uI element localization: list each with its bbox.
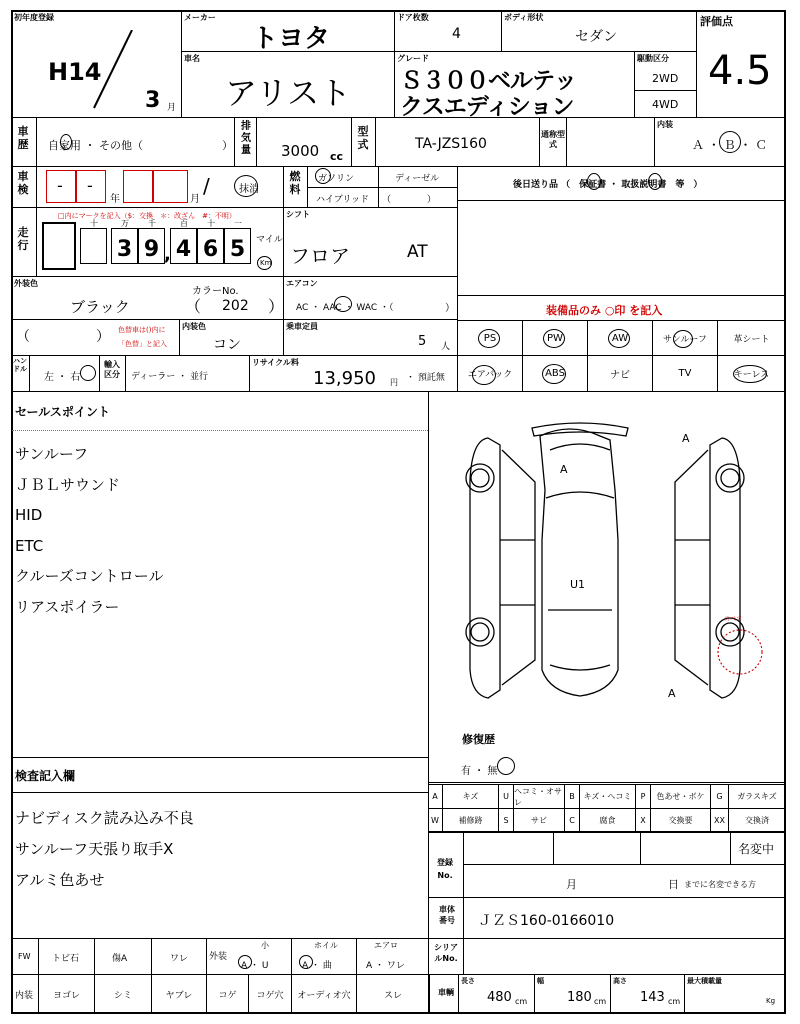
equip-pw-circle <box>543 329 565 348</box>
fw-div4 <box>291 938 292 975</box>
drive-label: 駆動区分 <box>637 54 669 63</box>
interior-grade-circle <box>719 131 741 153</box>
fw-label: FW <box>18 952 31 961</box>
car-name-label: 車名 <box>184 54 200 63</box>
code-description: ガラスキズ <box>729 784 786 809</box>
mileage-unit-label: 十 <box>207 219 215 228</box>
wheel-label: ホイル <box>314 941 338 950</box>
model-value: TA-JZS160 <box>415 136 487 152</box>
color-no-open: （ <box>185 297 202 316</box>
ac-options: AC ・ AAC ・ WAC ・（ <box>296 303 394 313</box>
displacement-value: 3000 <box>281 142 320 160</box>
load-label: 最大積載量 <box>687 977 722 985</box>
sales-point-item: HID <box>15 506 43 524</box>
grade-label: グレード <box>397 54 429 63</box>
inspection-slash: / <box>203 174 210 198</box>
history-divider <box>36 117 37 167</box>
fw-item-stone: トビ石 <box>52 954 80 964</box>
mileage-digit-box <box>111 228 138 264</box>
serial-label: シリアルNo. <box>434 943 458 963</box>
diagram-mark-rear: A <box>668 687 676 700</box>
small-opts: A ・ U <box>241 961 269 971</box>
int-condition-label: スレ <box>383 990 402 1001</box>
equip-navi: ナビ <box>587 355 653 392</box>
diagram-mark-roof: U1 <box>570 578 586 591</box>
import-divider <box>125 355 126 392</box>
code-description: 交換済 <box>729 808 786 833</box>
equip-abs: ABS <box>522 355 588 392</box>
length-value: 480 <box>487 990 512 1005</box>
mileage-unit-label: 万 <box>121 219 129 228</box>
mileage-km-circle <box>257 256 272 270</box>
int-condition-label: コゲ <box>218 990 237 1001</box>
mileage-mile: マイル <box>256 235 283 245</box>
sales-point-item: ETC <box>15 536 44 555</box>
model-divider <box>375 117 376 167</box>
aero-opts: A ・ ワレ <box>366 961 405 971</box>
chassis-divider <box>463 897 464 939</box>
wheel-opts: A ・ 曲 <box>302 961 332 971</box>
registration-month: 3 <box>145 88 161 113</box>
later-items-manual-circle <box>648 173 662 190</box>
aero-label: エアロ <box>374 941 398 950</box>
import-label: 輸入区分 <box>104 360 120 379</box>
fw-div2 <box>151 938 152 975</box>
mileage-digit: 4 <box>175 237 192 262</box>
mileage-km: Km <box>260 259 272 267</box>
code-description: 補修跡 <box>443 808 499 833</box>
common-model-divider <box>566 117 567 167</box>
repair-value: 有 ・ 無 <box>461 766 498 777</box>
era-year: H14 <box>48 58 102 86</box>
fw-item-crack: ワレ <box>170 954 189 964</box>
int-condition-cell <box>206 974 249 1014</box>
equipment-header: 装備品のみ ○印 を記入 <box>546 304 663 317</box>
code-letter: W <box>428 808 443 833</box>
int-row-label: 内装 <box>15 991 34 1001</box>
color-change-note1: 色替車は()内に <box>118 326 166 334</box>
int-condition-cell <box>248 974 292 1014</box>
sales-point-item: クルーズコントロール <box>15 567 164 585</box>
mileage-note: □内にマークを記入（$：交換 ＊：改ざん #：不明） <box>58 212 236 220</box>
diagram-mark-front: A <box>682 432 690 445</box>
deadline-day: 日 <box>668 878 679 891</box>
handle-right-circle <box>80 365 96 381</box>
inspection-expired-circle <box>234 175 258 197</box>
exterior-color-label: 外装色 <box>14 279 38 288</box>
ext-label: 外装 <box>209 952 228 962</box>
model-label: 型式 <box>357 125 369 151</box>
height-unit: cm <box>668 997 681 1006</box>
equip-ps: PS <box>457 320 523 356</box>
mileage-unit-label: 百 <box>180 219 188 228</box>
inspection-year-box2: - <box>76 170 106 203</box>
fuel-label: 燃料 <box>289 170 301 196</box>
fuel-divider-h <box>307 187 458 188</box>
color-no-value: 202 <box>222 298 249 314</box>
drive-2wd: 2WD <box>652 72 679 85</box>
code-letter: XX <box>711 808 729 833</box>
inspection-year-box1: - <box>46 170 76 203</box>
capacity-label: 乗車定員 <box>286 322 318 331</box>
chassis-value: ＪＺＳ160-0166010 <box>478 913 615 929</box>
length-label: 長さ <box>461 977 475 985</box>
fw-div5 <box>356 938 357 975</box>
drive-divider <box>634 90 697 91</box>
recycle-unit: 円 <box>390 378 398 387</box>
handle-options: 左 ・ 右 <box>44 372 81 383</box>
fuel-gasoline: ガソリン <box>318 174 355 184</box>
car-name-value: アリスト <box>225 74 352 112</box>
mileage-unit-label: 十 <box>90 219 98 228</box>
first-registration-label: 初年度登録 <box>14 13 54 22</box>
deadline-note: までに名変できる方 <box>684 880 756 889</box>
ac-label: エアコン <box>286 279 318 288</box>
registration-sub2 <box>640 831 641 865</box>
fw-div1 <box>94 938 95 975</box>
maker-value: トヨタ <box>252 24 331 54</box>
equip-sunroof: サンルーフ <box>652 320 718 356</box>
equip-airbag-circle <box>472 365 496 385</box>
height-label: 高さ <box>613 977 627 985</box>
exterior-color-value: ブラック <box>70 298 130 316</box>
dim-div1 <box>534 974 535 1014</box>
dimension-label: 車輌 <box>438 988 454 997</box>
car-diagram <box>440 420 770 710</box>
code-letter: A <box>428 784 443 809</box>
registration-mid-rule <box>463 864 786 865</box>
color-change-open: （ <box>16 329 30 345</box>
later-items: 後日送り品 （ 保証書 ・ 取扱説明書 等 ） <box>513 180 703 190</box>
mileage-digit: 5 <box>229 237 246 262</box>
width-unit: cm <box>594 997 607 1006</box>
int-condition-cell <box>151 974 207 1014</box>
equip-leather: 革シート <box>717 320 786 356</box>
history-label: 車歴 <box>17 125 29 151</box>
equip-sunroof-circle <box>673 330 693 348</box>
equip-pw: PW <box>522 320 588 356</box>
code-letter: S <box>499 808 514 833</box>
inspection-expired: 抹消 <box>239 184 259 195</box>
mileage-unit-label: 一 <box>234 219 242 228</box>
capacity-unit: 人 <box>441 342 451 352</box>
int-condition-cell <box>94 974 152 1014</box>
inspection-label: 車検 <box>17 170 29 196</box>
equip-keyless-circle <box>733 365 767 383</box>
serial-divider <box>463 938 464 975</box>
interior-grade-label: 内装 <box>657 120 673 129</box>
mileage-digit: 3 <box>116 237 133 262</box>
displacement-label: 排気量 <box>241 121 251 156</box>
sales-points-list <box>15 444 164 627</box>
sales-point-item: リアスポイラー <box>15 597 120 616</box>
ac-close: ） <box>445 303 455 314</box>
inspection-month-unit: 月 <box>190 194 200 205</box>
inspector-note-item: アルミ色あせ <box>15 871 105 889</box>
code-letter: G <box>711 784 729 809</box>
chassis-label: 車体番号 <box>439 905 455 925</box>
color-change-note2: 「色替」と記入 <box>118 340 167 348</box>
interior-color-label: 内装色 <box>182 322 206 331</box>
inspector-list <box>15 808 194 901</box>
mileage-digit: 9 <box>143 237 160 262</box>
later-items-warranty-circle <box>587 173 601 190</box>
maker-label: メーカー <box>184 13 216 22</box>
shift-value: AT <box>407 242 428 262</box>
mileage-digit-box <box>197 228 224 264</box>
fuel-diesel: ディーゼル <box>395 174 440 184</box>
drive-4wd: 4WD <box>652 98 679 111</box>
common-model-label: 通称型式 <box>541 130 565 149</box>
dim-div2 <box>610 974 611 1014</box>
mileage-comma: , <box>164 244 171 265</box>
equip-airbag: エアバック <box>457 355 523 392</box>
displacement-unit: cc <box>330 150 344 163</box>
capacity-value: 5 <box>418 334 427 349</box>
recycle-label: リサイクル料 <box>252 358 299 367</box>
int-condition-cell <box>291 974 357 1014</box>
code-description: サビ <box>514 808 565 833</box>
mileage-digit-box <box>170 228 197 264</box>
name-change: 名変中 <box>738 842 775 856</box>
slash-divider <box>90 30 135 110</box>
code-letter: C <box>565 808 580 833</box>
sales-points-rule <box>12 430 428 431</box>
grade-line1: Ｓ３００ベルテッ <box>400 68 576 94</box>
inspection-divider <box>36 166 37 208</box>
equip-aw-circle <box>608 329 630 348</box>
registration-month-unit: 月 <box>167 103 177 113</box>
score-value: 4.5 <box>708 48 772 94</box>
dimension-box <box>428 974 786 1014</box>
inspection-month-box1 <box>123 170 153 203</box>
sales-points-label: セールスポイント <box>15 405 110 419</box>
fuel-hybrid: ハイブリッド <box>316 195 370 205</box>
int-condition-label: オーディオ穴 <box>297 990 351 1001</box>
sales-point-item: ＪＢＬサウンド <box>15 475 121 494</box>
int-condition-cell <box>356 974 430 1014</box>
repair-none-circle <box>497 757 515 775</box>
import-options: ディーラー ・ 並行 <box>131 372 209 382</box>
width-value: 180 <box>567 990 592 1005</box>
history-private-circle <box>60 134 72 150</box>
fuel-other: （ ） <box>382 195 437 205</box>
fw-item-scratch: 傷A <box>112 954 128 964</box>
color-no-close: ） <box>268 297 285 316</box>
mileage-unit-label: 千 <box>148 219 156 228</box>
inspector-note-item: サンルーフ天張り取手X <box>15 840 174 858</box>
body-label: ボディ形状 <box>504 13 544 22</box>
sales-point-item: サンルーフ <box>15 445 89 463</box>
body-value: セダン <box>575 29 618 45</box>
ac-aac-circle <box>334 296 352 312</box>
code-letter: B <box>565 784 580 809</box>
mileage-digit-box <box>224 228 251 264</box>
recycle-value: 13,950 <box>313 368 376 389</box>
int-condition-label: コゲ穴 <box>256 990 284 1001</box>
int-condition-label: シミ <box>113 990 132 1001</box>
code-description: キズ <box>443 784 499 809</box>
equip-aw: AW <box>587 320 653 356</box>
grade-line2: クスエディション <box>400 94 574 120</box>
height-value: 143 <box>640 990 665 1005</box>
score-label: 評価点 <box>700 15 733 28</box>
small-label: 小 <box>261 941 269 950</box>
wheel-a-circle <box>299 955 313 969</box>
spare-label: スペア <box>724 616 743 623</box>
repair-label: 修復歴 <box>462 733 495 746</box>
inspector-label: 検査記入欄 <box>15 769 76 783</box>
int-condition-label: ヨゴレ <box>52 990 80 1001</box>
code-description: ヘコミ・オサレ <box>514 784 565 809</box>
dim-div3 <box>684 974 685 1014</box>
code-description: 色あせ・ボケ <box>651 784 711 809</box>
registration-sub1 <box>553 831 554 865</box>
fw-div0 <box>38 938 39 975</box>
interior-color-value: コン <box>213 337 241 353</box>
equip-abs-circle <box>542 364 566 384</box>
load-unit: Kg <box>766 997 776 1005</box>
displacement-divider <box>256 117 257 167</box>
mileage-box-main <box>42 222 76 270</box>
inspector-note-item: ナビディスク読み込み不良 <box>15 809 194 827</box>
inspector-rule <box>11 792 429 793</box>
code-letter: U <box>499 784 514 809</box>
color-change-close: ） <box>96 329 110 345</box>
recycle-deposit: ・ 預託無 <box>406 373 445 383</box>
code-description: 交換要 <box>651 808 711 833</box>
handle-label: ハンドル <box>13 357 27 373</box>
equip-tv: TV <box>652 355 718 392</box>
serial-box <box>428 938 786 975</box>
equip-keyless: キーレス <box>717 355 786 392</box>
code-letter: P <box>636 784 651 809</box>
interior-grade-options: Ａ ・ Ｂ ・ Ｃ <box>692 138 768 152</box>
length-unit: cm <box>515 997 528 1006</box>
fuel-gasoline-circle <box>315 168 331 184</box>
dim-div0 <box>458 974 459 1014</box>
shift-type: フロア <box>290 244 350 268</box>
mileage-divider <box>36 207 37 277</box>
mileage-digit-box <box>138 228 165 264</box>
int-condition-cell <box>38 974 95 1014</box>
inspection-year-unit: 年 <box>110 194 120 205</box>
code-letter: X <box>636 808 651 833</box>
inspection-month-box2 <box>153 170 188 203</box>
deadline-month: 月 <box>566 878 577 891</box>
mileage-digit: 6 <box>202 237 219 262</box>
doors-value: 4 <box>452 26 461 42</box>
handle-divider <box>29 355 30 392</box>
doors-label: ドア枚数 <box>397 13 429 22</box>
registration-label: 登録No. <box>437 858 453 880</box>
shift-label: シフト <box>286 210 310 219</box>
code-description: キズ・ヘコミ <box>580 784 636 809</box>
width-label: 幅 <box>537 977 544 985</box>
small-a-circle <box>238 955 252 969</box>
mileage-digit-box <box>80 228 107 264</box>
equip-ps-circle <box>478 329 500 348</box>
color-no-label: カラーNo. <box>192 286 239 297</box>
mileage-label: 走行 <box>17 226 29 252</box>
diagram-mark-hood: A <box>560 463 568 476</box>
int-condition-label: ヤブレ <box>165 990 193 1001</box>
fw-div3 <box>206 938 207 975</box>
later-items-notes <box>457 200 786 296</box>
history-options: 自家用 ・ その他（ <box>48 139 143 152</box>
registration-sub3 <box>730 831 731 865</box>
code-description: 腐食 <box>580 808 636 833</box>
history-close: ） <box>222 139 233 152</box>
